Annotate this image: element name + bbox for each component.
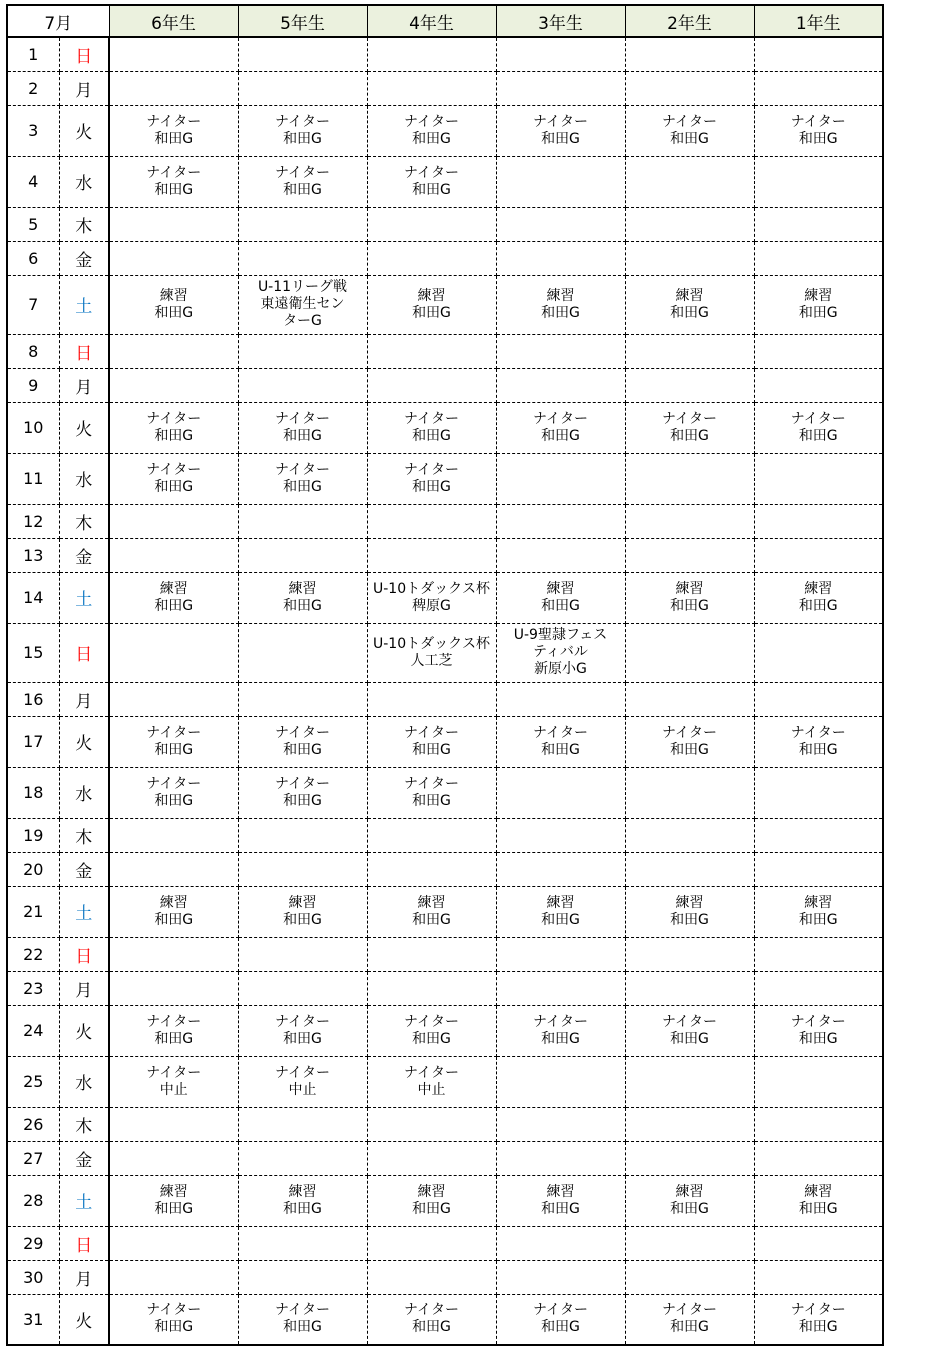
schedule-cell — [367, 504, 496, 538]
schedule-cell — [367, 937, 496, 971]
schedule-cell: 練習 和田G — [367, 1175, 496, 1226]
schedule-cell — [625, 1056, 754, 1107]
schedule-cell — [109, 71, 238, 105]
day-row — [7, 1226, 883, 1260]
schedule-cell — [625, 368, 754, 402]
schedule-cell: 練習 和田G — [496, 572, 625, 623]
schedule-cell — [367, 368, 496, 402]
schedule-cell — [625, 623, 754, 682]
schedule-cell — [109, 1141, 238, 1175]
schedule-cell — [496, 538, 625, 572]
schedule-cell: 練習 和田G — [367, 886, 496, 937]
month-header: 7月 — [7, 5, 109, 37]
schedule-cell: ナイター 和田G — [754, 105, 883, 156]
schedule-cell: ナイター 和田G — [625, 1005, 754, 1056]
schedule-cell — [496, 767, 625, 818]
day-number: 24 — [7, 1005, 59, 1056]
schedule-cell — [496, 156, 625, 207]
schedule-cell — [367, 37, 496, 71]
schedule-cell — [238, 852, 367, 886]
schedule-cell: 練習 和田G — [367, 275, 496, 334]
schedule-cell — [625, 682, 754, 716]
schedule-cell — [754, 1056, 883, 1107]
weekday-label: 月 — [59, 971, 109, 1005]
day-row — [7, 504, 883, 538]
schedule-cell — [238, 623, 367, 682]
weekday-label: 日 — [59, 1226, 109, 1260]
schedule-cell: 練習 和田G — [754, 572, 883, 623]
schedule-cell — [109, 334, 238, 368]
day-number: 22 — [7, 937, 59, 971]
schedule-cell — [367, 71, 496, 105]
schedule-cell — [238, 937, 367, 971]
schedule-cell — [238, 971, 367, 1005]
weekday-label: 土 — [59, 572, 109, 623]
day-number: 3 — [7, 105, 59, 156]
schedule-cell: ナイター 中止 — [109, 1056, 238, 1107]
schedule-cell: 練習 和田G — [625, 1175, 754, 1226]
day-row — [7, 1005, 883, 1056]
schedule-cell — [496, 1056, 625, 1107]
schedule-cell: 練習 和田G — [109, 572, 238, 623]
schedule-cell: ナイター 和田G — [625, 105, 754, 156]
day-row — [7, 207, 883, 241]
schedule-cell — [109, 207, 238, 241]
schedule-cell — [754, 852, 883, 886]
day-row — [7, 682, 883, 716]
schedule-cell — [625, 334, 754, 368]
weekday-label: 火 — [59, 105, 109, 156]
schedule-cell — [367, 1107, 496, 1141]
schedule-cell — [109, 1107, 238, 1141]
day-row — [7, 1260, 883, 1294]
weekday-label: 火 — [59, 716, 109, 767]
schedule-cell — [754, 207, 883, 241]
schedule-cell — [238, 1226, 367, 1260]
schedule-cell — [754, 623, 883, 682]
schedule-cell — [238, 241, 367, 275]
day-row — [7, 37, 883, 71]
day-row — [7, 156, 883, 207]
grade-header-4: 4年生 — [367, 5, 496, 37]
schedule-body — [7, 37, 883, 1345]
schedule-cell: ナイター 和田G — [367, 156, 496, 207]
schedule-cell: 練習 和田G — [496, 275, 625, 334]
schedule-cell: ナイター 和田G — [367, 716, 496, 767]
weekday-label: 土 — [59, 1175, 109, 1226]
day-number: 21 — [7, 886, 59, 937]
schedule-cell — [109, 37, 238, 71]
schedule-cell — [109, 538, 238, 572]
schedule-cell — [109, 504, 238, 538]
schedule-cell: ナイター 和田G — [238, 1005, 367, 1056]
day-number: 18 — [7, 767, 59, 818]
day-row — [7, 623, 883, 682]
schedule-cell: 練習 和田G — [625, 886, 754, 937]
weekday-label: 日 — [59, 937, 109, 971]
schedule-cell — [754, 453, 883, 504]
schedule-cell — [625, 241, 754, 275]
schedule-cell — [754, 504, 883, 538]
schedule-cell — [496, 504, 625, 538]
day-row — [7, 453, 883, 504]
schedule-cell — [754, 368, 883, 402]
day-number: 10 — [7, 402, 59, 453]
schedule-cell — [754, 971, 883, 1005]
schedule-cell — [496, 37, 625, 71]
schedule-cell: ナイター 和田G — [754, 716, 883, 767]
schedule-cell — [625, 971, 754, 1005]
schedule-cell — [496, 818, 625, 852]
schedule-cell: ナイター 和田G — [625, 1294, 754, 1345]
day-row — [7, 886, 883, 937]
header-row — [7, 5, 883, 37]
weekday-label: 水 — [59, 156, 109, 207]
schedule-cell — [238, 368, 367, 402]
schedule-cell — [754, 937, 883, 971]
schedule-cell — [496, 334, 625, 368]
schedule-cell: ナイター 和田G — [754, 402, 883, 453]
schedule-cell: 練習 和田G — [238, 886, 367, 937]
schedule-cell — [238, 1107, 367, 1141]
schedule-cell — [625, 937, 754, 971]
day-number: 15 — [7, 623, 59, 682]
schedule-cell — [109, 682, 238, 716]
day-row — [7, 767, 883, 818]
schedule-cell — [496, 682, 625, 716]
schedule-cell — [625, 852, 754, 886]
schedule-cell — [238, 37, 367, 71]
day-number: 26 — [7, 1107, 59, 1141]
day-number: 9 — [7, 368, 59, 402]
day-row — [7, 716, 883, 767]
schedule-cell: ナイター 和田G — [238, 156, 367, 207]
schedule-cell — [109, 937, 238, 971]
schedule-cell — [625, 156, 754, 207]
schedule-cell — [367, 1141, 496, 1175]
weekday-label: 木 — [59, 504, 109, 538]
schedule-cell: ナイター 和田G — [109, 453, 238, 504]
day-number: 20 — [7, 852, 59, 886]
schedule-cell — [625, 453, 754, 504]
schedule-cell — [496, 453, 625, 504]
day-row — [7, 71, 883, 105]
day-row — [7, 334, 883, 368]
schedule-cell: 練習 和田G — [754, 1175, 883, 1226]
schedule-cell — [754, 37, 883, 71]
schedule-cell — [754, 682, 883, 716]
schedule-cell: ナイター 和田G — [367, 402, 496, 453]
schedule-cell: ナイター 和田G — [367, 1005, 496, 1056]
schedule-cell — [496, 207, 625, 241]
schedule-cell — [238, 1141, 367, 1175]
day-number: 19 — [7, 818, 59, 852]
schedule-cell — [496, 1141, 625, 1175]
schedule-cell — [496, 971, 625, 1005]
schedule-cell — [367, 682, 496, 716]
schedule-cell — [496, 241, 625, 275]
schedule-cell — [367, 971, 496, 1005]
schedule-cell — [496, 1260, 625, 1294]
schedule-cell — [109, 241, 238, 275]
day-number: 5 — [7, 207, 59, 241]
schedule-cell — [754, 538, 883, 572]
day-number: 8 — [7, 334, 59, 368]
day-row — [7, 971, 883, 1005]
schedule-cell — [625, 504, 754, 538]
weekday-label: 火 — [59, 1005, 109, 1056]
schedule-cell — [754, 767, 883, 818]
schedule-cell — [625, 538, 754, 572]
grade-header-2: 2年生 — [625, 5, 754, 37]
weekday-label: 金 — [59, 852, 109, 886]
schedule-cell: 練習 和田G — [238, 572, 367, 623]
weekday-label: 水 — [59, 1056, 109, 1107]
schedule-cell — [238, 1260, 367, 1294]
day-number: 12 — [7, 504, 59, 538]
schedule-cell — [754, 1226, 883, 1260]
day-row — [7, 1056, 883, 1107]
day-row — [7, 937, 883, 971]
schedule-cell: ナイター 和田G — [238, 1294, 367, 1345]
schedule-cell — [109, 368, 238, 402]
schedule-cell: ナイター 和田G — [109, 105, 238, 156]
day-row — [7, 1294, 883, 1345]
schedule-cell — [109, 623, 238, 682]
weekday-label: 日 — [59, 623, 109, 682]
weekday-label: 金 — [59, 1141, 109, 1175]
day-row — [7, 1141, 883, 1175]
day-number: 29 — [7, 1226, 59, 1260]
schedule-cell: U-10トダックス杯 稗原G — [367, 572, 496, 623]
day-row — [7, 538, 883, 572]
schedule-cell — [625, 1226, 754, 1260]
schedule-cell: ナイター 和田G — [238, 767, 367, 818]
schedule-cell: 練習 和田G — [625, 275, 754, 334]
day-number: 25 — [7, 1056, 59, 1107]
schedule-cell: ナイター 和田G — [367, 105, 496, 156]
day-number: 13 — [7, 538, 59, 572]
weekday-label: 土 — [59, 275, 109, 334]
schedule-cell — [625, 1141, 754, 1175]
schedule-cell — [625, 207, 754, 241]
day-number: 28 — [7, 1175, 59, 1226]
schedule-cell: ナイター 和田G — [625, 716, 754, 767]
day-number: 14 — [7, 572, 59, 623]
schedule-cell: U-10トダックス杯 人工芝 — [367, 623, 496, 682]
grade-header-6: 6年生 — [109, 5, 238, 37]
weekday-label: 木 — [59, 818, 109, 852]
schedule-cell — [109, 852, 238, 886]
weekday-label: 金 — [59, 241, 109, 275]
day-number: 6 — [7, 241, 59, 275]
schedule-cell — [754, 1107, 883, 1141]
day-number: 2 — [7, 71, 59, 105]
weekday-label: 木 — [59, 207, 109, 241]
schedule-cell — [238, 207, 367, 241]
day-row — [7, 275, 883, 334]
schedule-cell — [754, 1260, 883, 1294]
day-row — [7, 852, 883, 886]
schedule-cell: ナイター 和田G — [238, 716, 367, 767]
weekday-label: 日 — [59, 37, 109, 71]
grade-header-1: 1年生 — [754, 5, 883, 37]
schedule-cell: ナイター 和田G — [367, 1294, 496, 1345]
weekday-label: 水 — [59, 453, 109, 504]
schedule-cell: ナイター 和田G — [109, 1294, 238, 1345]
weekday-label: 火 — [59, 402, 109, 453]
schedule-cell: ナイター 和田G — [625, 402, 754, 453]
schedule-cell: 練習 和田G — [109, 1175, 238, 1226]
schedule-cell: 練習 和田G — [109, 886, 238, 937]
schedule-cell — [238, 334, 367, 368]
schedule-cell: ナイター 和田G — [754, 1294, 883, 1345]
schedule-cell — [238, 71, 367, 105]
weekday-label: 月 — [59, 1260, 109, 1294]
schedule-cell: ナイター 和田G — [109, 156, 238, 207]
schedule-cell — [754, 156, 883, 207]
schedule-cell — [367, 334, 496, 368]
schedule-cell — [754, 1141, 883, 1175]
schedule-cell — [754, 334, 883, 368]
schedule-cell — [109, 971, 238, 1005]
schedule-cell — [238, 538, 367, 572]
grade-header-5: 5年生 — [238, 5, 367, 37]
schedule-cell: 練習 和田G — [238, 1175, 367, 1226]
schedule-cell — [496, 1107, 625, 1141]
schedule-cell: ナイター 和田G — [109, 1005, 238, 1056]
day-number: 1 — [7, 37, 59, 71]
schedule-cell: U-11リーグ戦 東遠衛生セン ターG — [238, 275, 367, 334]
schedule-cell: 練習 和田G — [625, 572, 754, 623]
schedule-cell — [496, 937, 625, 971]
schedule-cell — [754, 241, 883, 275]
schedule-cell: ナイター 和田G — [109, 716, 238, 767]
schedule-cell — [109, 1260, 238, 1294]
schedule-cell: ナイター 中止 — [367, 1056, 496, 1107]
schedule-cell — [625, 37, 754, 71]
weekday-label: 木 — [59, 1107, 109, 1141]
weekday-label: 月 — [59, 71, 109, 105]
day-row — [7, 368, 883, 402]
schedule-cell: 練習 和田G — [496, 1175, 625, 1226]
schedule-cell: ナイター 和田G — [238, 402, 367, 453]
schedule-cell — [238, 504, 367, 538]
grade-header-3: 3年生 — [496, 5, 625, 37]
schedule-cell: ナイター 和田G — [496, 1294, 625, 1345]
schedule-cell — [754, 818, 883, 852]
schedule-cell: ナイター 和田G — [496, 402, 625, 453]
schedule-cell — [625, 71, 754, 105]
schedule-cell — [625, 1107, 754, 1141]
weekday-label: 水 — [59, 767, 109, 818]
schedule-cell: 練習 和田G — [496, 886, 625, 937]
schedule-cell — [625, 767, 754, 818]
schedule-cell — [238, 682, 367, 716]
schedule-cell — [367, 1226, 496, 1260]
schedule-cell: ナイター 和田G — [496, 105, 625, 156]
day-number: 23 — [7, 971, 59, 1005]
schedule-cell — [109, 818, 238, 852]
schedule-cell — [367, 852, 496, 886]
schedule-cell — [367, 241, 496, 275]
weekday-label: 日 — [59, 334, 109, 368]
schedule-cell — [367, 818, 496, 852]
day-number: 17 — [7, 716, 59, 767]
day-row — [7, 572, 883, 623]
day-number: 7 — [7, 275, 59, 334]
schedule-cell — [496, 71, 625, 105]
schedule-cell: ナイター 和田G — [109, 767, 238, 818]
schedule-cell: ナイター 和田G — [109, 402, 238, 453]
schedule-cell — [496, 368, 625, 402]
weekday-label: 土 — [59, 886, 109, 937]
weekday-label: 月 — [59, 682, 109, 716]
day-number: 30 — [7, 1260, 59, 1294]
day-row — [7, 1107, 883, 1141]
day-number: 31 — [7, 1294, 59, 1345]
weekday-label: 火 — [59, 1294, 109, 1345]
schedule-cell — [496, 1226, 625, 1260]
day-row — [7, 402, 883, 453]
schedule-cell: ナイター 和田G — [496, 716, 625, 767]
schedule-cell — [367, 207, 496, 241]
schedule-cell — [625, 818, 754, 852]
schedule-cell: 練習 和田G — [109, 275, 238, 334]
schedule-cell — [238, 818, 367, 852]
schedule-cell: ナイター 中止 — [238, 1056, 367, 1107]
schedule-cell: ナイター 和田G — [754, 1005, 883, 1056]
day-row — [7, 818, 883, 852]
weekday-label: 月 — [59, 368, 109, 402]
day-row — [7, 241, 883, 275]
schedule-cell: ナイター 和田G — [367, 767, 496, 818]
schedule-cell — [754, 71, 883, 105]
schedule-cell: ナイター 和田G — [367, 453, 496, 504]
schedule-cell: ナイター 和田G — [496, 1005, 625, 1056]
schedule-cell: U-9聖隷フェス ティバル 新原小G — [496, 623, 625, 682]
schedule-table — [6, 4, 884, 1346]
day-row — [7, 1175, 883, 1226]
schedule-cell — [367, 538, 496, 572]
day-row — [7, 105, 883, 156]
day-number: 4 — [7, 156, 59, 207]
day-number: 11 — [7, 453, 59, 504]
schedule-cell — [625, 1260, 754, 1294]
schedule-cell: 練習 和田G — [754, 886, 883, 937]
schedule-cell — [109, 1226, 238, 1260]
schedule-cell: 練習 和田G — [754, 275, 883, 334]
weekday-label: 金 — [59, 538, 109, 572]
schedule-cell — [496, 852, 625, 886]
schedule-cell — [367, 1260, 496, 1294]
day-number: 16 — [7, 682, 59, 716]
schedule-cell: ナイター 和田G — [238, 105, 367, 156]
schedule-cell: ナイター 和田G — [238, 453, 367, 504]
day-number: 27 — [7, 1141, 59, 1175]
